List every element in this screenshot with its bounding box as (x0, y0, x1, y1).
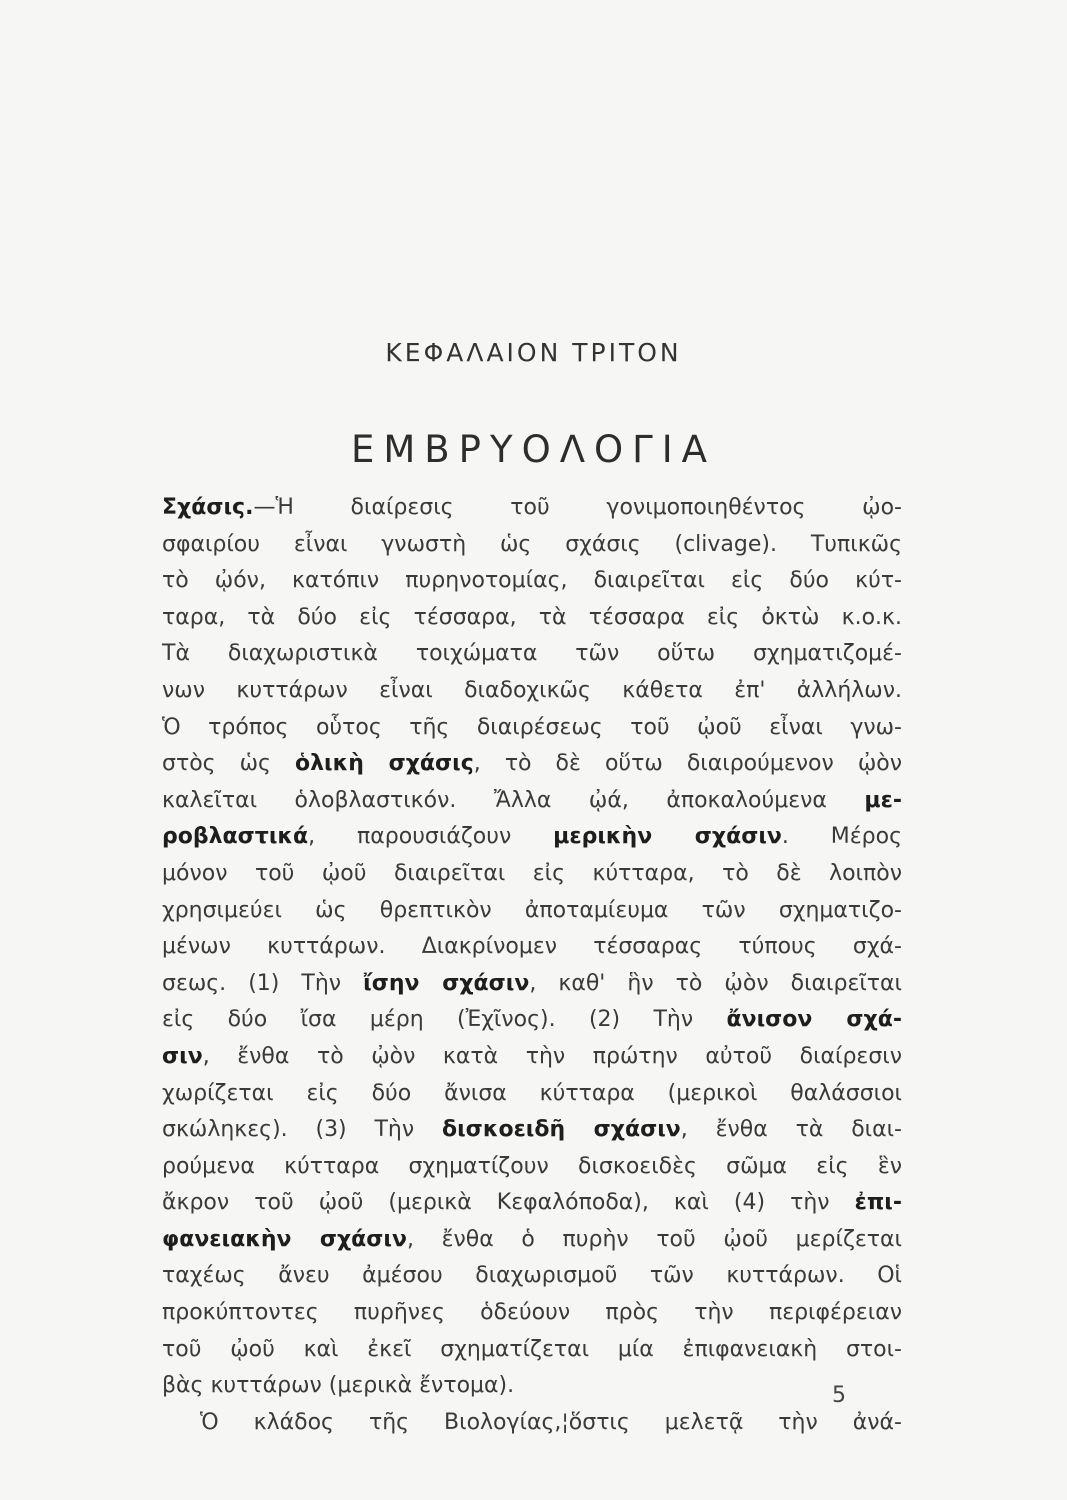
text-line: χρησιμεύει ὡς θρεπτικὸν ἀποταμίευμα τῶν σχηματιζο- (162, 897, 902, 923)
bold-term: ροβλαστικά (162, 824, 309, 850)
text-line (162, 783, 902, 820)
bold-term: Σχάσις. (162, 495, 254, 520)
text-line: Ὁ κλάδος τῆς Βιολογίας,¦ὅστις μελετᾷ τὴν ἀνά- (200, 1409, 902, 1435)
text-line: μένων κυττάρων. Διακρίνομεν τέσσαρας τύπους σχά- (162, 934, 902, 960)
text-span: εἰς δύο ἴσα μέρη (Ἐχῖνος). (2) Τὴν (162, 1007, 727, 1033)
page-title: ΕΜΒΡΥΟΛΟΓΙΑ (351, 428, 716, 471)
page-number: 5 (832, 1383, 846, 1408)
text-span: , ἔνθα τὸ ᾠὸν κατὰ τὴν πρώτην αὐτοῦ διαίρεσιν (202, 1043, 902, 1069)
text-span: ἄκρον τοῦ ᾠοῦ (μερικὰ Κεφαλόποδα), καὶ (4) τὴν (162, 1190, 855, 1216)
text-span: καλεῖται ὁλοβλαστικόν. Ἄλλα ᾠά, ἀποκαλούμενα (162, 787, 865, 813)
text-line (162, 1222, 902, 1259)
bold-term: ὁλικὴ σχάσις (294, 751, 474, 777)
text-line (162, 819, 902, 856)
text-line: ταχέως ἄνευ ἀμέσου διαχωρισμοῦ τῶν κυττάρων. Οἱ (162, 1263, 902, 1289)
text-line: μόνον τοῦ ᾠοῦ διαιρεῖται εἰς κύτταρα, τὸ δὲ λοιπὸν (162, 860, 902, 886)
bold-term: σιν (162, 1043, 203, 1069)
text-line (162, 490, 902, 527)
text-span: , ἔνθα ὁ πυρὴν τοῦ ᾠοῦ μερίζεται (406, 1226, 902, 1252)
text-span: . Μέρος (781, 824, 902, 850)
text-span: , τὸ δὲ οὕτω διαιρούμενον ᾠὸν (473, 751, 902, 777)
text-line (162, 1039, 902, 1076)
text-line (162, 966, 902, 1003)
text-span: σεως. (1) Τὴν (162, 970, 364, 996)
text-line: Τὰ διαχωριστικὰ τοιχώματα τῶν οὕτω σχηματιζομέ- (162, 641, 902, 667)
text-line: βὰς κυττάρων (μερικὰ ἔντομα). (162, 1373, 515, 1399)
text-line: τὸ ᾠόν, κατόπιν πυρηνοτομίας, διαιρεῖται εἰς δύο κύτ- (162, 568, 902, 594)
text-line: προκύπτοντες πυρῆνες ὁδεύουν πρὸς τὴν περιφέρειαν (162, 1300, 902, 1326)
bold-term: δισκοειδῆ σχάσιν (442, 1117, 681, 1143)
text-span: , ἔνθα τὰ διαι- (680, 1117, 902, 1143)
text-line: ταρα, τὰ δύο εἰς τέσσαρα, τὰ τέσσαρα εἰς ὀκτὼ κ.ο.κ. (162, 604, 902, 630)
text-line: Ὁ τρόπος οὗτος τῆς διαιρέσεως τοῦ ᾠοῦ εἶναι γνω- (162, 714, 902, 740)
text-span: στὸς ὡς (162, 751, 295, 777)
text-span: , παρουσιάζουν (308, 824, 554, 850)
bold-term: μερικὴν σχάσιν (553, 824, 782, 850)
text-line: σφαιρίου εἶναι γνωστὴ ὡς σχάσις (clivage). Τυπικῶς (162, 531, 902, 557)
text-line: ρούμενα κύτταρα σχηματίζουν δισκοειδὲς σῶμα εἰς ἓν (162, 1153, 902, 1179)
text-line (162, 1112, 902, 1149)
bold-term: ἴσην σχάσιν (363, 970, 530, 996)
bold-term: με- (864, 787, 902, 813)
bold-term: ἄνισον σχά- (726, 1007, 902, 1033)
text-line: χωρίζεται εἰς δύο ἄνισα κύτταρα (μερικοὶ θαλάσσιοι (162, 1080, 902, 1106)
text-span: , καθ' ἣν τὸ ᾠὸν διαιρεῖται (529, 970, 902, 996)
text-span: σκώληκες). (3) Τὴν (162, 1117, 442, 1143)
text-line: νων κυττάρων εἶναι διαδοχικῶς κάθετα ἐπ' ἀλλήλων. (162, 677, 902, 703)
text-span: —Ἡ διαίρεσις τοῦ γονιμοποιηθέντος ᾠο- (253, 495, 902, 520)
body-text (162, 490, 902, 1441)
text-line (162, 746, 902, 783)
chapter-heading: ΚΕΦΑΛΑΙΟΝ ΤΡΙΤΟΝ (385, 338, 682, 367)
bold-term: φανειακὴν σχάσιν (162, 1226, 407, 1252)
text-line: τοῦ ᾠοῦ καὶ ἐκεῖ σχηματίζεται μία ἐπιφανειακὴ στοι- (162, 1336, 902, 1362)
text-line (162, 1002, 902, 1039)
bold-term: ἐπι- (854, 1190, 902, 1216)
text-line (162, 1185, 902, 1222)
